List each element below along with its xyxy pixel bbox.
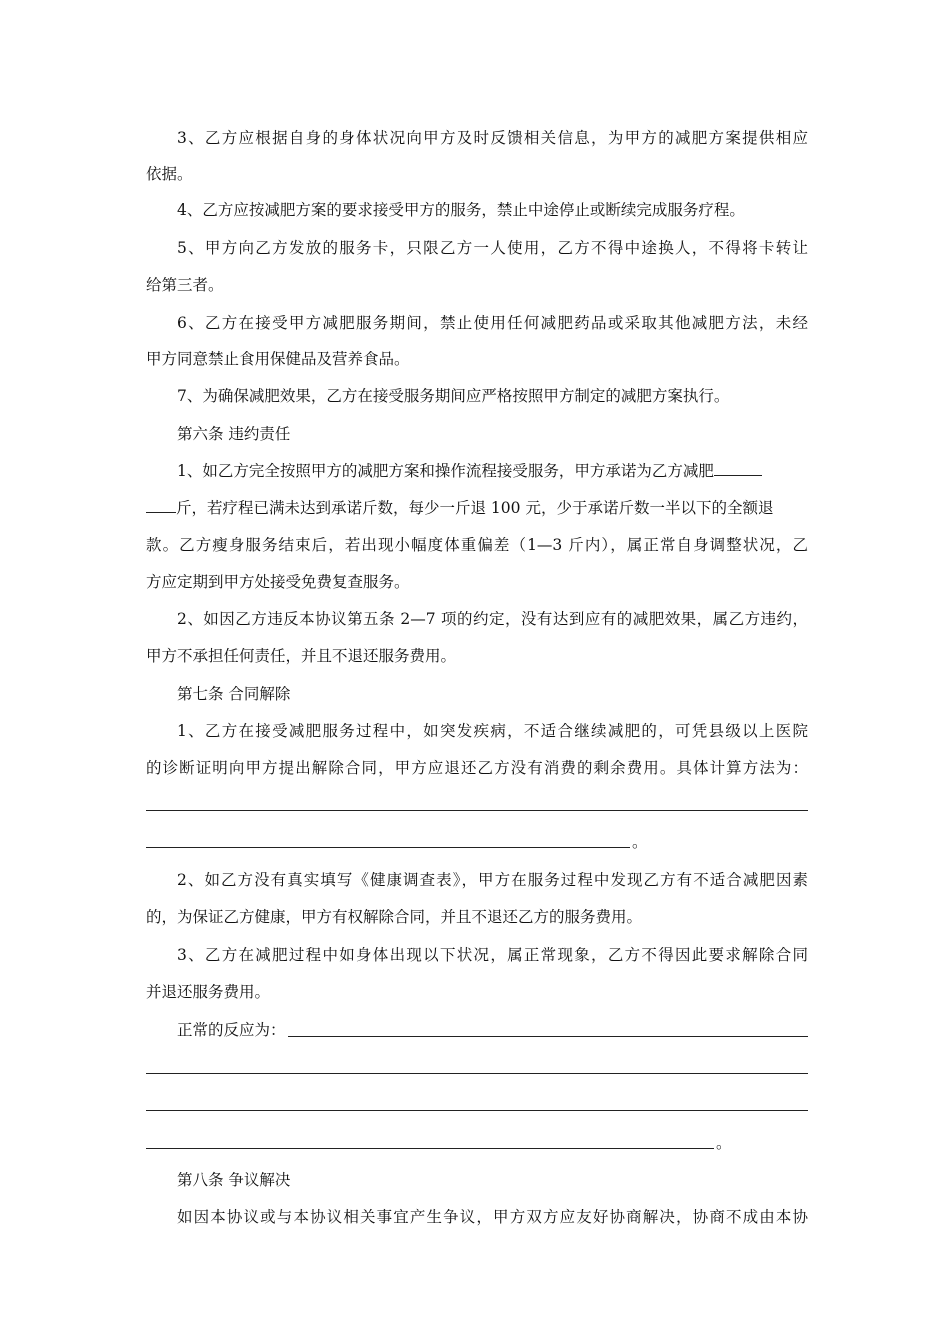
normal-reaction-blank-1[interactable]: [288, 1036, 808, 1037]
clause-7-1-line-2: 的诊断证明向甲方提出解除合同，甲方应退还乙方没有消费的剩余费用。具体计算方法为：: [146, 759, 808, 777]
article-7-heading: 第七条 合同解除: [177, 685, 291, 703]
clause-6-1-line-1: [177, 461, 762, 481]
clause-5-4: 4、乙方应按减肥方案的要求接受甲方的服务，禁止中途停止或断续完成服务疗程。: [177, 201, 745, 219]
clause-5-6-line-1: 6、乙方在接受甲方减肥服务期间，禁止使用任何减肥药品或采取其他减肥方法，未经: [177, 314, 808, 332]
normal-reaction-blank-2[interactable]: [146, 1073, 808, 1074]
calc-method-blank-1[interactable]: [146, 810, 808, 811]
clause-5-6-line-2: 甲方同意禁止食用保健品及营养食品。: [146, 350, 410, 368]
clause-7-2-line-1: 2、如乙方没有真实填写《健康调查表》，甲方在服务过程中发现乙方有不适合减肥因素: [177, 871, 808, 889]
clause-7-2-line-2: 的，为保证乙方健康，甲方有权解除合同，并且不退还乙方的服务费用。: [146, 908, 643, 926]
weight-loss-blank-b[interactable]: [146, 498, 176, 513]
article-8-line-1: 如因本协议或与本协议相关事宜产生争议，甲方双方应友好协商解决，协商不成由本协: [177, 1208, 808, 1226]
normal-reaction-period: 。: [716, 1134, 732, 1152]
clause-5-5-line-1: 5、甲方向乙方发放的服务卡，只限乙方一人使用，乙方不得中途换人，不得将卡转让: [177, 239, 808, 257]
clause-6-2-line-1: 2、如因乙方违反本协议第五条 2—7 项的约定，没有达到应有的减肥效果，属乙方违约，: [177, 610, 808, 628]
clause-7-3-line-2: 并退还服务费用。: [146, 983, 271, 1001]
calc-method-period: 。: [632, 833, 648, 851]
clause-5-7: 7、为确保减肥效果，乙方在接受服务期间应严格按照甲方制定的减肥方案执行。: [177, 387, 730, 405]
article-8-heading: 第八条 争议解决: [177, 1171, 291, 1189]
clause-7-3-line-1: 3、乙方在减肥过程中如身体出现以下状况，属正常现象，乙方不得因此要求解除合同: [177, 946, 808, 964]
calc-method-blank-2[interactable]: [146, 847, 630, 848]
normal-reaction-blank-3[interactable]: [146, 1110, 808, 1111]
normal-reaction-blank-4[interactable]: [146, 1148, 714, 1149]
clause-5-3-line-1: 3、乙方应根据自身的身体状况向甲方及时反馈相关信息，为甲方的减肥方案提供相应: [177, 129, 808, 147]
article-6-heading: 第六条 违约责任: [177, 425, 291, 443]
clause-6-1-line-4: 方应定期到甲方处接受免费复查服务。: [146, 573, 410, 591]
clause-7-1-line-1: 1、乙方在接受减肥服务过程中，如突发疾病，不适合继续减肥的，可凭县级以上医院: [177, 722, 808, 740]
normal-reaction-label: 正常的反应为：: [177, 1021, 286, 1039]
clause-6-1-line-3: 款。乙方瘦身服务结束后，若出现小幅度体重偏差（1—3 斤内），属正常自身调整状况，乙: [146, 536, 808, 554]
clause-6-2-line-2: 甲方不承担任何责任，并且不退还服务费用。: [146, 647, 457, 665]
weight-loss-blank-a[interactable]: [714, 461, 762, 476]
clause-6-1-text-a: 1、如乙方完全按照甲方的减肥方案和操作流程接受服务，甲方承诺为乙方减肥: [177, 462, 714, 480]
clause-5-3-line-2: 依据。: [146, 165, 193, 183]
clause-6-1-text-b: 斤，若疗程已满未达到承诺斤数，每少一斤退 100 元，少于承诺斤数一半以下的全额退: [176, 499, 774, 517]
clause-6-1-line-2: [146, 498, 773, 518]
clause-5-5-line-2: 给第三者。: [146, 276, 224, 294]
